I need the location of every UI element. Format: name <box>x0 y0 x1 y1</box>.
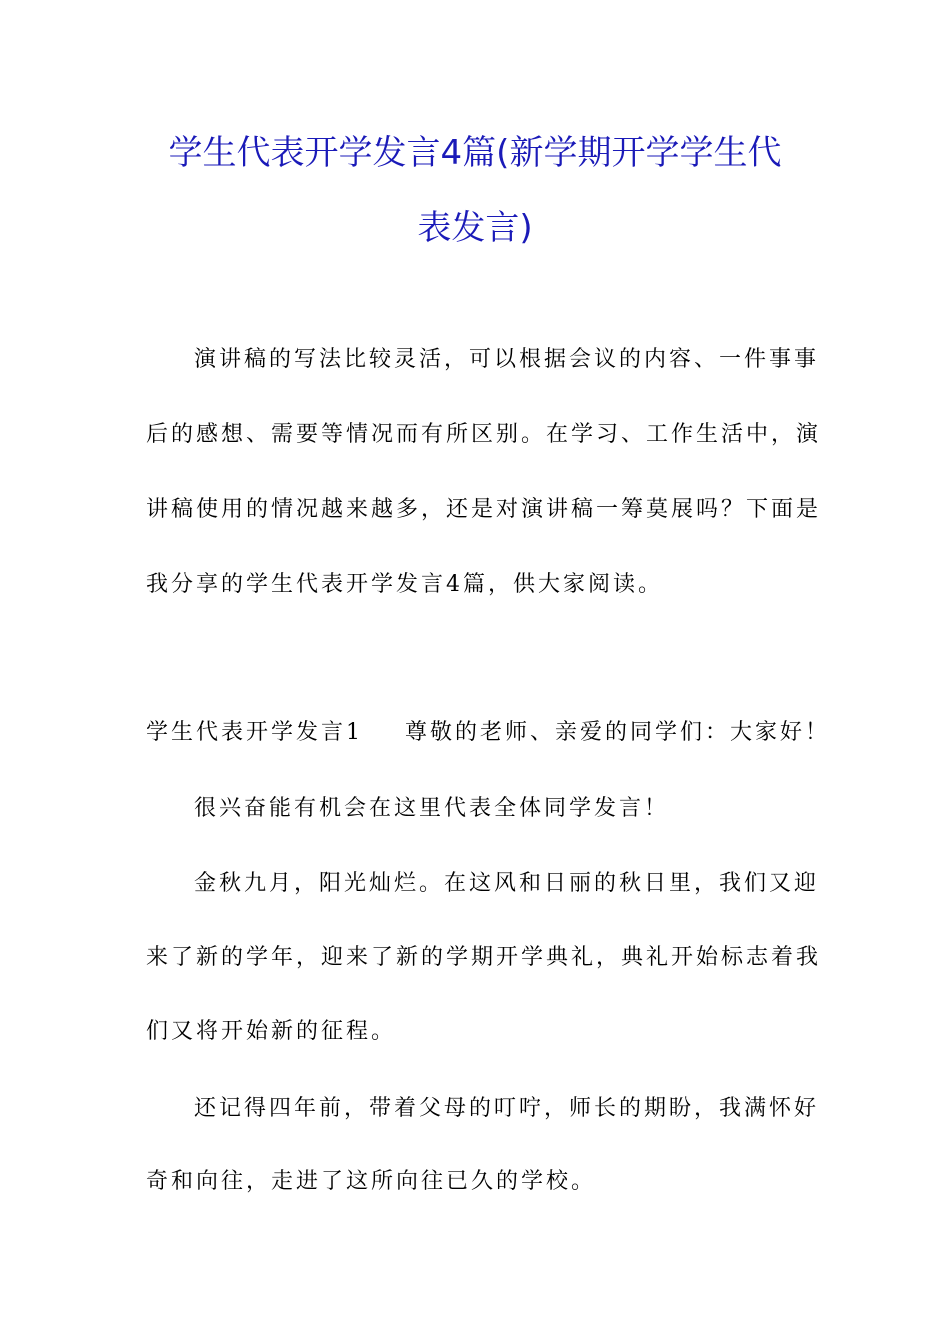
intro-line: 演讲稿的写法比较灵活，可以根据会议的内容、一件事事 <box>194 347 820 372</box>
section-heading: 学生代表开学发言1 <box>146 720 363 745</box>
paragraph-line: 还记得四年前，带着父母的叮咛，师长的期盼，我满怀好 <box>194 1096 820 1121</box>
section-greeting: 尊敬的老师、亲爱的同学们：大家好！ <box>405 720 831 745</box>
intro-line: 讲稿使用的情况越来越多，还是对演讲稿一筹莫展吗？下面是 <box>146 497 822 522</box>
paragraph-line: 很兴奋能有机会在这里代表全体同学发言！ <box>194 796 670 821</box>
paragraph-line: 来了新的学年，迎来了新的学期开学典礼，典礼开始标志着我 <box>146 945 822 970</box>
document-title-line-1: 学生代表开学发言4篇(新学期开学学生代 <box>168 133 782 173</box>
document-title-line-2: 表发言) <box>417 208 533 248</box>
section-heading-line <box>146 718 831 748</box>
paragraph-line: 奇和向往，走进了这所向往已久的学校。 <box>146 1169 597 1194</box>
paragraph-line: 们又将开始新的征程。 <box>146 1019 397 1044</box>
paragraph-line: 金秋九月，阳光灿烂。在这风和日丽的秋日里，我们又迎 <box>194 871 820 896</box>
intro-line: 我分享的学生代表开学发言4篇，供大家阅读。 <box>146 572 663 597</box>
intro-line: 后的感想、需要等情况而有所区别。在学习、工作生活中，演 <box>146 422 822 447</box>
